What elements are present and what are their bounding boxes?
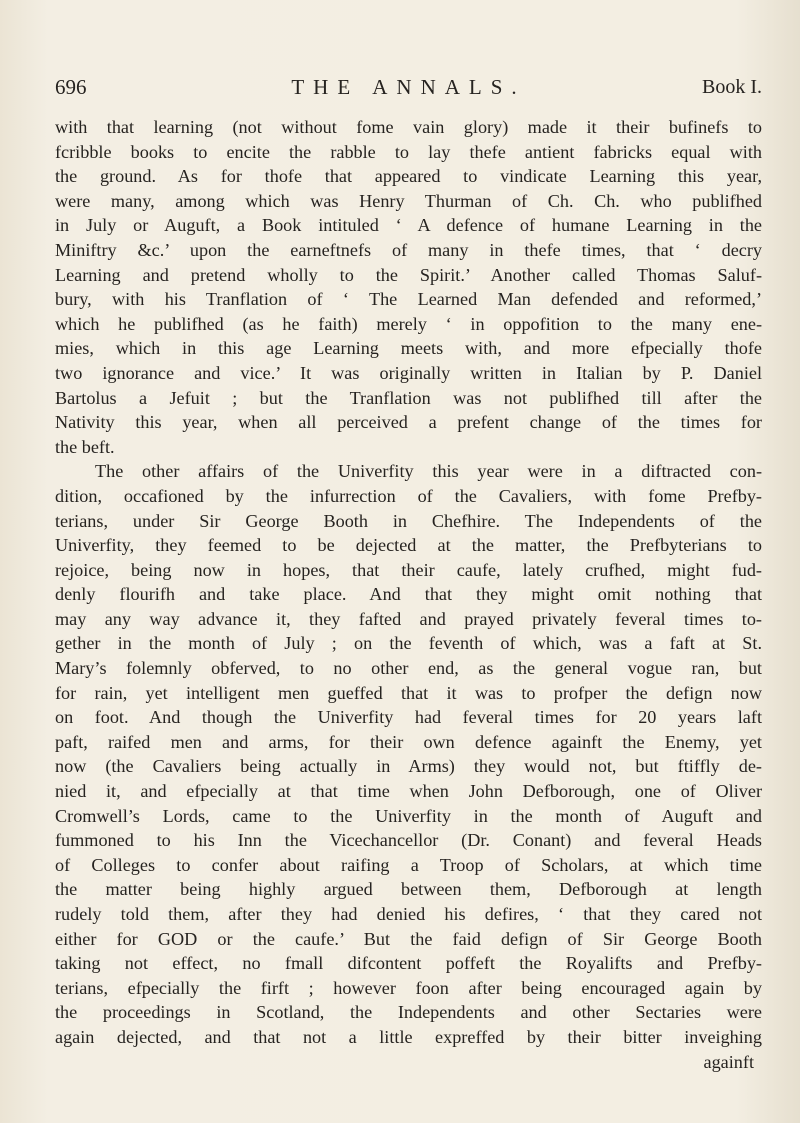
text-line: which he publifhed (as he faith) merely ‘ in oppofition to the many ene- (55, 313, 762, 334)
catchword: againft (703, 1051, 754, 1072)
text-line: fummoned to his Inn the Vicechancellor (Dr. Conant) and feveral Heads (55, 830, 762, 851)
page-number: 696 (55, 75, 87, 99)
text-line: in July or Auguft, a Book intituled ‘ A defence of humane Learning in the (55, 215, 762, 236)
text-line: Learning and pretend wholly to the Spirit.’ Another called Thomas Saluf- (55, 264, 762, 285)
text-line: mies, which in this age Learning meets with, and more efpecially thofe (55, 338, 762, 359)
text-line: nied it, and efpecially at that time when John Defborough, one of Oliver (55, 781, 762, 802)
text-line: the proceedings in Scotland, the Independents and other Sectaries were (55, 1002, 762, 1023)
text-line: may any way advance it, they fafted and prayed privately feveral times to- (55, 608, 762, 629)
text-line: bury, with his Tranflation of ‘ The Learned Man defended and reformed,’ (55, 289, 762, 310)
text-line: on foot. And though the Univerfity had feveral times for 20 years laft (55, 707, 762, 728)
text-line: gether in the month of July ; on the feventh of which, was a faft at St. (55, 633, 762, 654)
text-line: for rain, yet intelligent men gueffed that it was to profper the defign now (55, 682, 762, 703)
text-line: either for GOD or the caufe.’ But the faid defign of Sir George Booth (55, 928, 762, 949)
text-line: two ignorance and vice.’ It was originally written in Italian by P. Daniel (55, 362, 762, 383)
text-line: dition, occafioned by the infurrection of the Cavaliers, with fome Prefby- (55, 485, 762, 506)
text-line: were many, among which was Henry Thurman of Ch. Ch. who publifhed (55, 190, 762, 211)
text-line-paragraph-start: The other affairs of the Univerfity this year were in a diftracted con- (95, 461, 762, 482)
text-line: fcribble books to encite the rabble to lay thefe antient fabricks equal with (55, 141, 762, 162)
book-label: Book I. (702, 76, 762, 98)
text-line: denly flourifh and take place. And that they might omit nothing that (55, 584, 762, 605)
text-line: of Colleges to confer about raifing a Troop of Scholars, at which time (55, 854, 762, 875)
text-line: Cromwell’s Lords, came to the Univerfity in the month of Auguft and (55, 805, 762, 826)
text-line: Bartolus a Jefuit ; but the Tranflation was not publifhed till after the (55, 387, 762, 408)
text-line: Miniftry &c.’ upon the earneftnefs of many in thefe times, that ‘ decry (55, 239, 762, 260)
body-text (55, 115, 762, 1074)
text-line: now (the Cavaliers being actually in Arms) they would not, but ftiffly de- (55, 756, 762, 777)
text-line: taking not effect, no fmall difcontent poffeft the Royalifts and Prefby- (55, 953, 762, 974)
text-line: again dejected, and that not a little expreffed by their bitter inveighing (55, 1026, 762, 1047)
text-line: Mary’s folemnly obferved, to no other end, as the general vogue ran, but (55, 658, 762, 679)
text-line: paft, raifed men and arms, for their own defence againft the Enemy, yet (55, 731, 762, 752)
text-line: Univerfity, they feemed to be dejected at the matter, the Prefbyterians to (55, 535, 762, 556)
text-line: rejoice, being now in hopes, that their caufe, lately crufhed, might fud- (55, 559, 762, 580)
text-line: the ground. As for thofe that appeared to vindicate Learning this year, (55, 166, 762, 187)
text-line: rudely told them, after they had denied his defires, ‘ that they cared not (55, 904, 762, 924)
text-line: Nativity this year, when all perceived a prefent change of the times for (55, 412, 762, 433)
running-title: THE ANNALS. (291, 75, 526, 99)
text-line: with that learning (not without fome vain glory) made it their bufinefs to (55, 117, 762, 137)
text-line: terians, efpecially the firft ; however foon after being encouraged again by (55, 977, 762, 998)
text-line-paragraph-end: the beft. (55, 436, 115, 457)
text-line: terians, under Sir George Booth in Chefhire. The Independents of the (55, 510, 762, 531)
text-line: the matter being highly argued between them, Defborough at length (55, 879, 762, 900)
running-header (55, 72, 762, 102)
